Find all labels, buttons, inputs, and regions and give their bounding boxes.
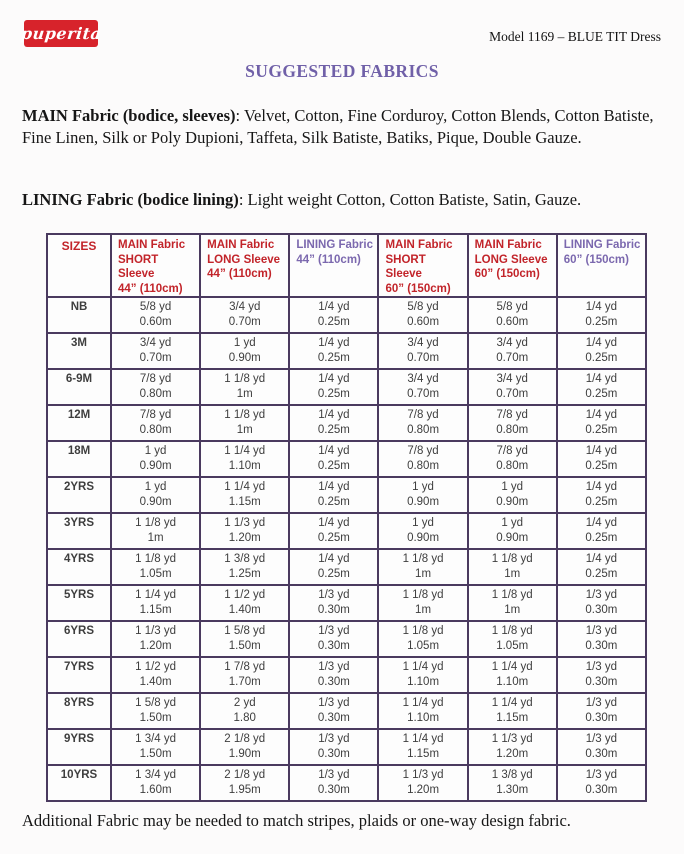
yardage-cell: 1 yd 0.90m xyxy=(378,513,467,549)
main-fabric-body: : Velvet, Cotton, Fine Corduroy, Cotton Blends, Cotton Batiste, Fine Linen, Silk or Poly Dupioni, Taffeta, Silk Batiste, Batiks, Pique, Double Gauze. xyxy=(22,106,654,147)
sizes-column-header: SIZES xyxy=(47,234,111,297)
yardage-cell: 1 7/8 yd 1.70m xyxy=(200,657,289,693)
yardage-cell: 1 3/4 yd 1.60m xyxy=(111,765,200,801)
yardage-cell: 5/8 yd 0.60m xyxy=(378,297,467,333)
table-row xyxy=(47,693,646,729)
yardage-cell: 1 1/8 yd 1m xyxy=(378,585,467,621)
yardage-cell: 1 5/8 yd 1.50m xyxy=(200,621,289,657)
main-column-header: MAIN Fabric SHORT Sleeve 44” (110cm) xyxy=(111,234,200,297)
yardage-cell: 1/3 yd 0.30m xyxy=(557,765,646,801)
yardage-cell: 1 1/8 yd 1.05m xyxy=(468,621,557,657)
yardage-cell: 1/4 yd 0.25m xyxy=(557,477,646,513)
yardage-cell: 1/4 yd 0.25m xyxy=(557,513,646,549)
yardage-cell: 7/8 yd 0.80m xyxy=(468,441,557,477)
fabric-table-body xyxy=(47,297,646,801)
table-row xyxy=(47,729,646,765)
yardage-cell: 3/4 yd 0.70m xyxy=(468,369,557,405)
yardage-cell: 1 5/8 yd 1.50m xyxy=(111,693,200,729)
yardage-cell: 1 1/8 yd 1m xyxy=(200,405,289,441)
table-row xyxy=(47,585,646,621)
lining-fabric-lead: LINING Fabric (bodice lining) xyxy=(22,190,239,209)
yardage-cell: 1/4 yd 0.25m xyxy=(557,405,646,441)
yardage-cell: 1 1/8 yd 1.05m xyxy=(111,549,200,585)
yardage-cell: 1 3/4 yd 1.50m xyxy=(111,729,200,765)
yardage-cell: 2 1/8 yd 1.95m xyxy=(200,765,289,801)
yardage-cell: 1 1/8 yd 1m xyxy=(200,369,289,405)
yardage-cell: 3/4 yd 0.70m xyxy=(200,297,289,333)
yardage-cell: 1 3/8 yd 1.30m xyxy=(468,765,557,801)
yardage-cell: 1 yd 0.90m xyxy=(111,441,200,477)
fabric-requirements-table xyxy=(46,233,647,802)
logo-text: puperita xyxy=(19,24,103,43)
yardage-cell: 1 1/3 yd 1.20m xyxy=(468,729,557,765)
main-column-header: MAIN Fabric SHORT Sleeve 60” (150cm) xyxy=(378,234,467,297)
yardage-cell: 1/3 yd 0.30m xyxy=(557,693,646,729)
lining-fabric-body: : Light weight Cotton, Cotton Batiste, Satin, Gauze. xyxy=(238,190,582,209)
model-reference: Model 1169 – BLUE TIT Dress xyxy=(489,29,661,44)
yardage-cell: 1/4 yd 0.25m xyxy=(289,513,378,549)
size-cell: 8YRS xyxy=(47,693,111,729)
yardage-cell: 1 1/4 yd 1.10m xyxy=(200,441,289,477)
yardage-cell: 1 1/8 yd 1m xyxy=(111,513,200,549)
yardage-cell: 1/3 yd 0.30m xyxy=(289,765,378,801)
yardage-cell: 5/8 yd 0.60m xyxy=(468,297,557,333)
yardage-cell: 7/8 yd 0.80m xyxy=(468,405,557,441)
yardage-cell: 1 1/8 yd 1m xyxy=(468,549,557,585)
yardage-cell: 3/4 yd 0.70m xyxy=(468,333,557,369)
table-row xyxy=(47,477,646,513)
main-column-header: MAIN Fabric LONG Sleeve 60” (150cm) xyxy=(468,234,557,297)
yardage-cell: 1 3/8 yd 1.25m xyxy=(200,549,289,585)
yardage-cell: 1 1/4 yd 1.15m xyxy=(378,729,467,765)
lining-fabric-paragraph xyxy=(22,189,664,211)
yardage-cell: 1/3 yd 0.30m xyxy=(289,585,378,621)
table-row xyxy=(47,405,646,441)
yardage-cell: 1 yd 0.90m xyxy=(111,477,200,513)
yardage-cell: 1/4 yd 0.25m xyxy=(289,333,378,369)
yardage-cell: 1/3 yd 0.30m xyxy=(289,621,378,657)
yardage-cell: 1 yd 0.90m xyxy=(468,513,557,549)
yardage-cell: 1 1/4 yd 1.15m xyxy=(468,693,557,729)
lining-column-header: LINING Fabric 60” (150cm) xyxy=(557,234,646,297)
table-row xyxy=(47,333,646,369)
yardage-cell: 3/4 yd 0.70m xyxy=(111,333,200,369)
yardage-cell: 7/8 yd 0.80m xyxy=(378,405,467,441)
additional-fabric-note: Additional Fabric may be needed to match stripes, plaids or one-way design fabric. xyxy=(22,811,571,830)
yardage-cell: 2 yd 1.80 xyxy=(200,693,289,729)
table-row xyxy=(47,657,646,693)
yardage-cell: 1/3 yd 0.30m xyxy=(289,657,378,693)
main-fabric-lead: MAIN Fabric (bodice, sleeves) xyxy=(22,106,236,125)
yardage-cell: 5/8 yd 0.60m xyxy=(111,297,200,333)
yardage-cell: 1 1/8 yd 1.05m xyxy=(378,621,467,657)
yardage-cell: 1/4 yd 0.25m xyxy=(289,441,378,477)
yardage-cell: 1/4 yd 0.25m xyxy=(557,297,646,333)
yardage-cell: 1/4 yd 0.25m xyxy=(557,333,646,369)
yardage-cell: 1/4 yd 0.25m xyxy=(289,369,378,405)
table-row xyxy=(47,549,646,585)
size-cell: 18M xyxy=(47,441,111,477)
yardage-cell: 1 1/4 yd 1.15m xyxy=(111,585,200,621)
yardage-cell: 7/8 yd 0.80m xyxy=(111,369,200,405)
yardage-cell: 1 yd 0.90m xyxy=(378,477,467,513)
yardage-cell: 1/3 yd 0.30m xyxy=(557,621,646,657)
size-cell: 6YRS xyxy=(47,621,111,657)
yardage-cell: 1/4 yd 0.25m xyxy=(557,549,646,585)
table-row xyxy=(47,297,646,333)
size-cell: 6-9M xyxy=(47,369,111,405)
size-cell: 9YRS xyxy=(47,729,111,765)
table-row xyxy=(47,621,646,657)
yardage-cell: 1 1/4 yd 1.10m xyxy=(378,693,467,729)
main-fabric-paragraph xyxy=(22,105,664,148)
yardage-cell: 1 1/8 yd 1m xyxy=(378,549,467,585)
yardage-cell: 1/3 yd 0.30m xyxy=(557,729,646,765)
yardage-cell: 1 1/4 yd 1.15m xyxy=(200,477,289,513)
size-cell: 4YRS xyxy=(47,549,111,585)
size-cell: 10YRS xyxy=(47,765,111,801)
yardage-cell: 1/4 yd 0.25m xyxy=(557,369,646,405)
yardage-cell: 1/4 yd 0.25m xyxy=(289,549,378,585)
yardage-cell: 1/3 yd 0.30m xyxy=(289,729,378,765)
yardage-cell: 1 1/8 yd 1m xyxy=(468,585,557,621)
yardage-cell: 1 yd 0.90m xyxy=(200,333,289,369)
yardage-cell: 3/4 yd 0.70m xyxy=(378,369,467,405)
size-cell: 3YRS xyxy=(47,513,111,549)
yardage-cell: 1/3 yd 0.30m xyxy=(557,585,646,621)
main-column-header: MAIN Fabric LONG Sleeve 44” (110cm) xyxy=(200,234,289,297)
size-cell: 5YRS xyxy=(47,585,111,621)
table-row xyxy=(47,765,646,801)
yardage-cell: 1 1/3 yd 1.20m xyxy=(378,765,467,801)
yardage-cell: 1/3 yd 0.30m xyxy=(557,657,646,693)
lining-column-header: LINING Fabric 44” (110cm) xyxy=(289,234,378,297)
puperita-logo xyxy=(19,20,103,47)
yardage-cell: 1/4 yd 0.25m xyxy=(289,405,378,441)
yardage-cell: 1/3 yd 0.30m xyxy=(289,693,378,729)
yardage-cell: 7/8 yd 0.80m xyxy=(111,405,200,441)
yardage-cell: 1 1/2 yd 1.40m xyxy=(111,657,200,693)
yardage-cell: 7/8 yd 0.80m xyxy=(378,441,467,477)
table-row xyxy=(47,369,646,405)
size-cell: 7YRS xyxy=(47,657,111,693)
yardage-cell: 1 1/2 yd 1.40m xyxy=(200,585,289,621)
yardage-cell: 1/4 yd 0.25m xyxy=(289,297,378,333)
yardage-cell: 1/4 yd 0.25m xyxy=(289,477,378,513)
yardage-cell: 1 1/3 yd 1.20m xyxy=(111,621,200,657)
yardage-cell: 1 1/3 yd 1.20m xyxy=(200,513,289,549)
size-cell: 12M xyxy=(47,405,111,441)
size-cell: 2YRS xyxy=(47,477,111,513)
table-header-row xyxy=(47,234,646,297)
size-cell: 3M xyxy=(47,333,111,369)
table-row xyxy=(47,441,646,477)
yardage-cell: 1 yd 0.90m xyxy=(468,477,557,513)
yardage-cell: 1/4 yd 0.25m xyxy=(557,441,646,477)
table-row xyxy=(47,513,646,549)
yardage-cell: 3/4 yd 0.70m xyxy=(378,333,467,369)
page-title: SUGGESTED FABRICS xyxy=(245,61,439,81)
yardage-cell: 1 1/4 yd 1.10m xyxy=(378,657,467,693)
yardage-cell: 1 1/4 yd 1.10m xyxy=(468,657,557,693)
yardage-cell: 2 1/8 yd 1.90m xyxy=(200,729,289,765)
size-cell: NB xyxy=(47,297,111,333)
